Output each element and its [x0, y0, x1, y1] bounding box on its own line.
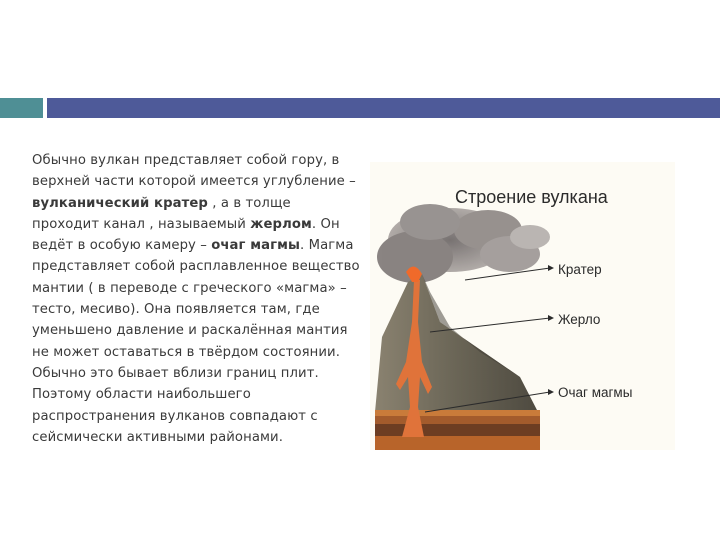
- volcano-diagram: [370, 162, 675, 450]
- diagram-title: Строение вулкана: [455, 187, 608, 207]
- text-part-4: . Магма представляет собой расплавленное вещество мантии ( в переводе с греческого «магма» – тесто, месиво). Она появляется там, где уменьшено давление и раскалённая мантия не может оставаться в твёрдом состоянии. Обычно это бывает вблизи границ плит. Поэтому области наибольшего распространения вулканов совпадают с сейсмически активными районами.: [32, 238, 360, 445]
- term-crater: вулканический кратер: [32, 195, 208, 211]
- label-magma-chamber: Очаг магмы: [558, 385, 633, 400]
- mountain-cone: [375, 274, 538, 412]
- text-part-1: Обычно вулкан представляет собой гору, в верхней части которой имеется углубление –: [32, 153, 356, 190]
- label-crater: Кратер: [558, 262, 602, 277]
- term-vent: жерлом: [250, 216, 312, 232]
- term-magma-chamber: очаг магмы: [211, 238, 301, 254]
- header-accent-bar: [47, 98, 720, 118]
- header-accent-left: [0, 98, 43, 118]
- smoke-cloud: [377, 204, 550, 283]
- body-paragraph: [32, 150, 362, 448]
- text-part-2: , а в толще проходит канал , называемый: [32, 195, 291, 232]
- text-part-3: . Он ведёт в особую камеру –: [32, 216, 340, 254]
- label-vent: Жерло: [558, 312, 601, 327]
